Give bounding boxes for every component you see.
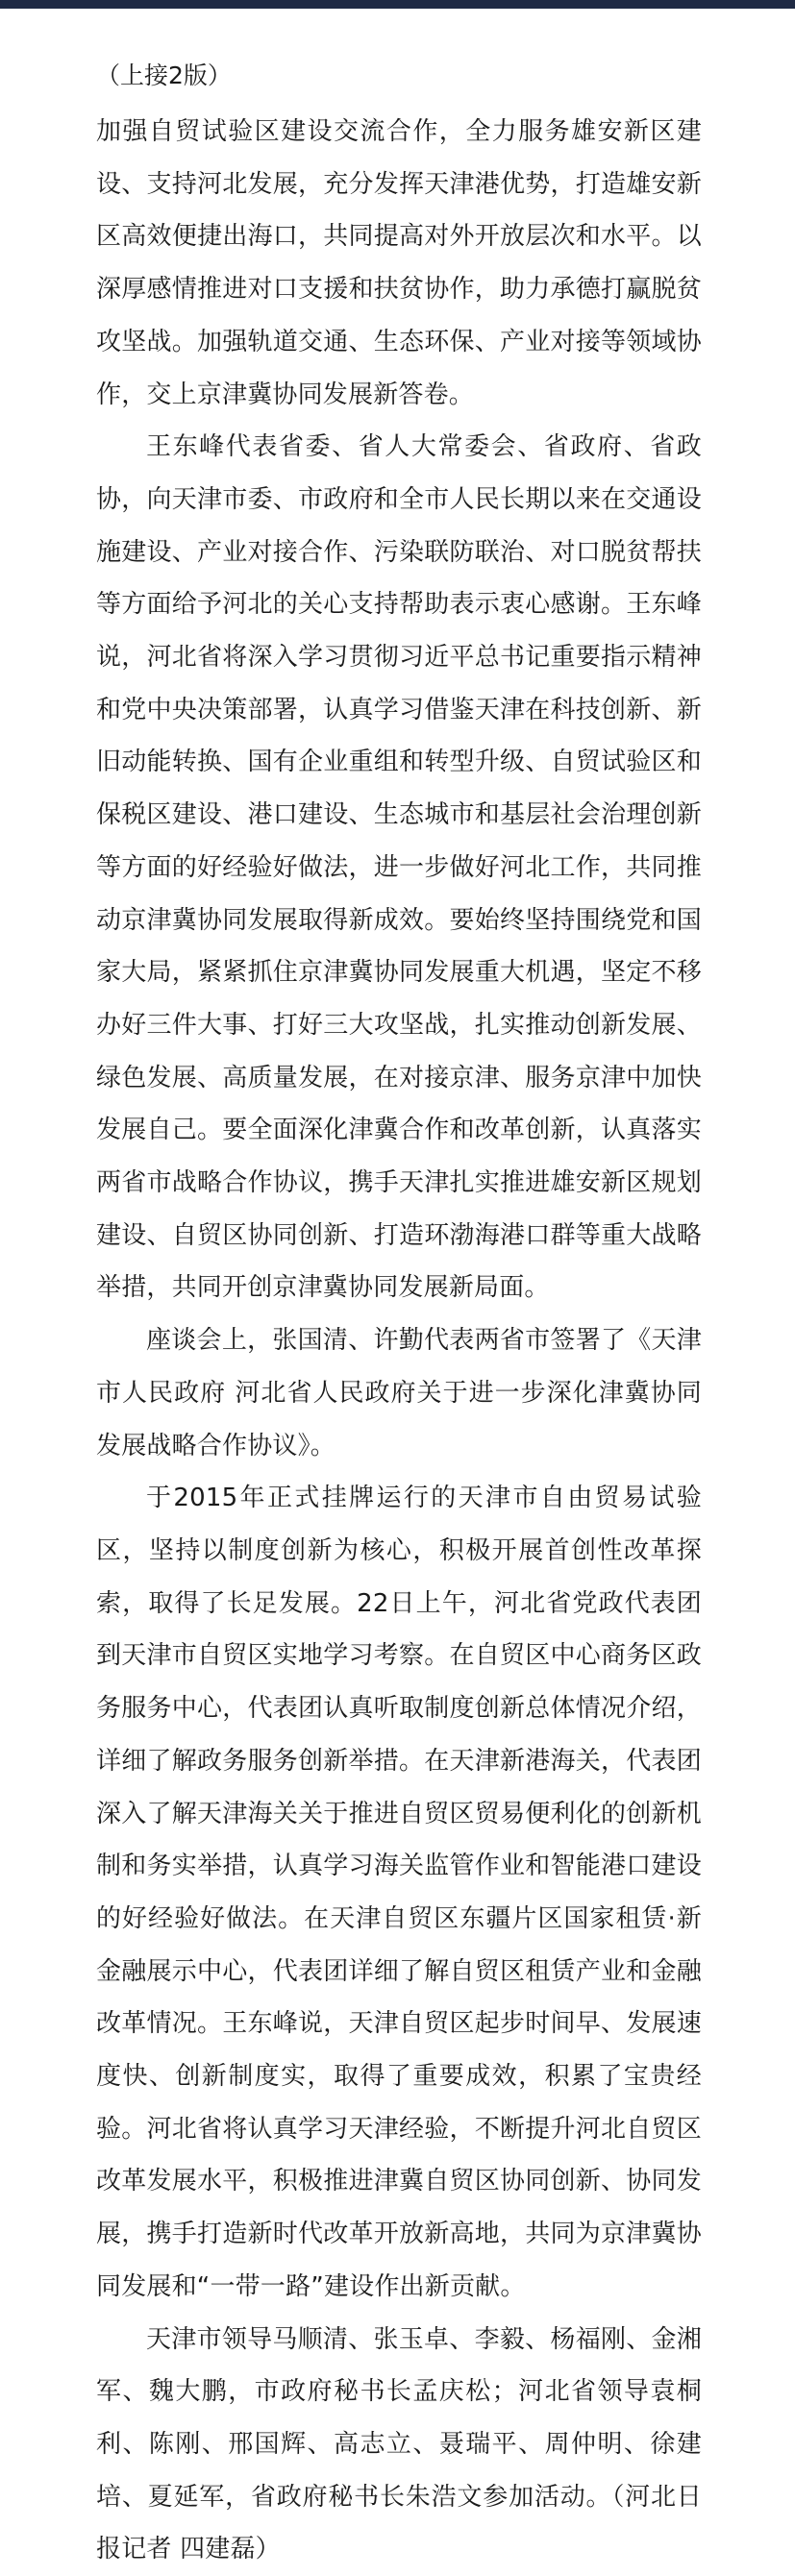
- article-body: [96, 50, 702, 2576]
- paragraph-5: 天津市领导马顺清、张玉卓、李毅、杨福刚、金湘军、魏大鹏，市政府秘书长孟庆松；河北省领导袁桐利、陈刚、邢国辉、高志立、聂瑞平、周仲明、徐建培、夏延军，省政府秘书长朱浩文参加活动。（河北日报记者 四建磊）: [96, 2324, 702, 2564]
- top-border-bar: [0, 0, 795, 9]
- paragraph-1: 加强自贸试验区建设交流合作，全力服务雄安新区建设、支持河北发展，充分发挥天津港优势，打造雄安新区高效便捷出海口，共同提高对外开放层次和水平。以深厚感情推进对口支援和扶贫协作，助力承德打赢脱贫攻坚战。加强轨道交通、生态环保、产业对接等领域协作，交上京津冀协同发展新答卷。: [96, 117, 702, 409]
- paragraph-4: 于2015年正式挂牌运行的天津市自由贸易试验区，坚持以制度创新为核心，积极开展首创性改革探索，取得了长足发展。22日上午，河北省党政代表团到天津市自贸区实地学习考察。在自贸区中心商务区政务服务中心，代表团认真听取制度创新总体情况介绍，详细了解政务服务创新举措。在天津新港海关，代表团深入了解天津海关关于推进自贸区贸易便利化的创新机制和务实举措，认真学习海关监管作业和智能港口建设的好经验好做法。在天津自贸区东疆片区国家租赁·新金融展示中心，代表团详细了解自贸区租赁产业和金融改革情况。王东峰说，天津自贸区起步时间早、发展速度快、创新制度实，取得了重要成效，积累了宝贵经验。河北省将认真学习天津经验，不断提升河北自贸区改革发展水平，积极推进津冀自贸区协同创新、协同发展，携手打造新时代改革开放新高地，共同为京津冀协同发展和“一带一路”建设作出新贡献。: [96, 1484, 702, 2301]
- paragraph-3: 座谈会上，张国清、许勤代表两省市签署了《天津市人民政府 河北省人民政府关于进一步深化津冀协同发展战略合作协议》。: [96, 1326, 702, 1460]
- paragraph-2: 王东峰代表省委、省人大常委会、省政府、省政协，向天津市委、市政府和全市人民长期以来在交通设施建设、产业对接合作、污染联防联治、对口脱贫帮扶等方面给予河北的关心支持帮助表示衷心感谢。王东峰说，河北省将深入学习贯彻习近平总书记重要指示精神和党中央决策部署，认真学习借鉴天津在科技创新、新旧动能转换、国有企业重组和转型升级、自贸试验区和保税区建设、港口建设、生态城市和基层社会治理创新等方面的好经验好做法，进一步做好河北工作，共同推动京津冀协同发展取得新成效。要始终坚持围绕党和国家大局，紧紧抓住京津冀协同发展重大机遇，坚定不移办好三件大事、打好三大攻坚战，扎实推动创新发展、绿色发展、高质量发展，在对接京津、服务京津中加快发展自己。要全面深化津冀合作和改革创新，认真落实两省市战略合作协议，携手天津扎实推进雄安新区规划建设、自贸区协同创新、打造环渤海港口群等重大战略举措，共同开创京津冀协同发展新局面。: [96, 432, 702, 1303]
- continuation-note: （上接2版）: [96, 61, 232, 89]
